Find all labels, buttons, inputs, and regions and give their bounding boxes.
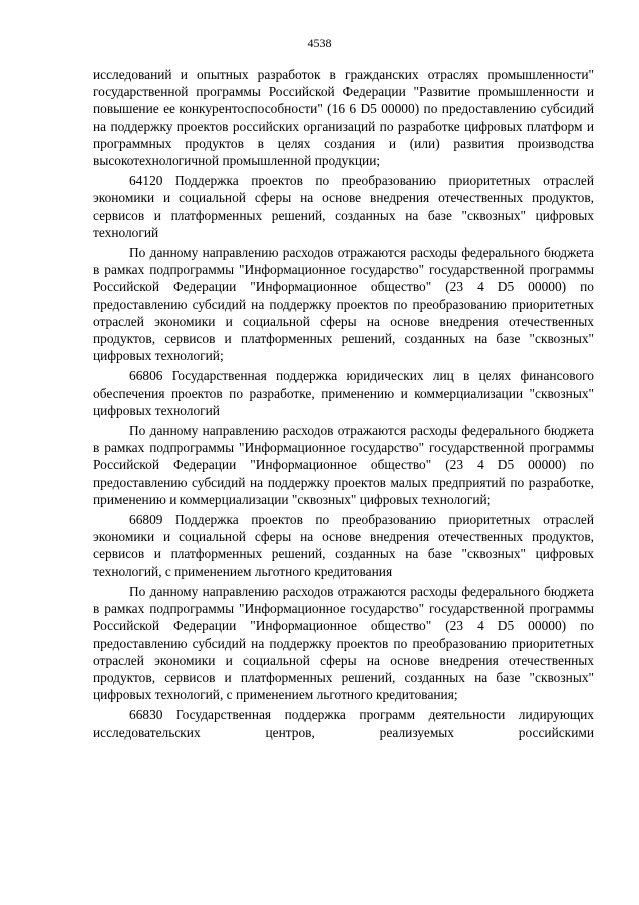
paragraph-code-entry-66809: 66809 Поддержка проектов по преобразованию приоритетных отраслей экономики и социальной сферы на основе внедрения отечественных продуктов, сервисов и платформенных решений, созданных на базе "сквозных" цифровых технологий, с применением льготного кредитования bbox=[93, 512, 594, 579]
page-number: 4538 bbox=[307, 36, 332, 50]
document-body bbox=[93, 66, 594, 741]
paragraph-description: По данному направлению расходов отражаются расходы федерального бюджета в рамках подпрограммы "Информационное государство" государственной программы Российской Федерации "Информационное общество" (23 4 D5 00000) по предоставлению субсидий на поддержку проектов по преобразованию приоритетных отраслей экономики и социальной сферы на основе внедрения отечественных продуктов, сервисов и платформенных решений, созданных на базе "сквозных" цифровых технологий; bbox=[93, 245, 594, 364]
paragraph-code-entry-64120: 64120 Поддержка проектов по преобразованию приоритетных отраслей экономики и социальной сферы на основе внедрения отечественных продуктов, сервисов и платформенных решений, созданных на базе "сквозных" цифровых технологий bbox=[93, 173, 594, 240]
paragraph-code-entry-66806: 66806 Государственная поддержка юридических лиц в целях финансового обеспечения проектов по разработке, применению и коммерциализации "сквозных" цифровых технологий bbox=[93, 368, 594, 418]
paragraph-code-entry-66830: 66830 Государственная поддержка программ деятельности лидирующих исследовательских центров, реализуемых российскими bbox=[93, 707, 594, 740]
paragraph-description: По данному направлению расходов отражаются расходы федерального бюджета в рамках подпрограммы "Информационное государство" государственной программы Российской Федерации "Информационное общество" (23 4 D5 00000) по предоставлению субсидий на поддержку проектов малых предприятий по разработке, применению и коммерциализации "сквозных" цифровых технологий; bbox=[93, 423, 594, 507]
paragraph-continuation: исследований и опытных разработок в гражданских отраслях промышленности" государственной программы Российской Федерации "Развитие промышленности и повышение ее конкурентоспособности" (16 6 D5 00000) по предоставлению субсидий на поддержку проектов российских организаций по разработке цифровых платформ и программных продуктов в целях создания и (или) развития производства высокотехнологичной промышленной продукции; bbox=[93, 67, 594, 169]
paragraph-description: По данному направлению расходов отражаются расходы федерального бюджета в рамках подпрограммы "Информационное государство" государственной программы Российской Федерации "Информационное общество" (23 4 D5 00000) по предоставлению субсидий на поддержку проектов по преобразованию приоритетных отраслей экономики и социальной сферы на основе внедрения отечественных продуктов, сервисов и платформенных решений, созданных на базе "сквозных" цифровых технологий, с применением льготного кредитования; bbox=[93, 583, 594, 703]
